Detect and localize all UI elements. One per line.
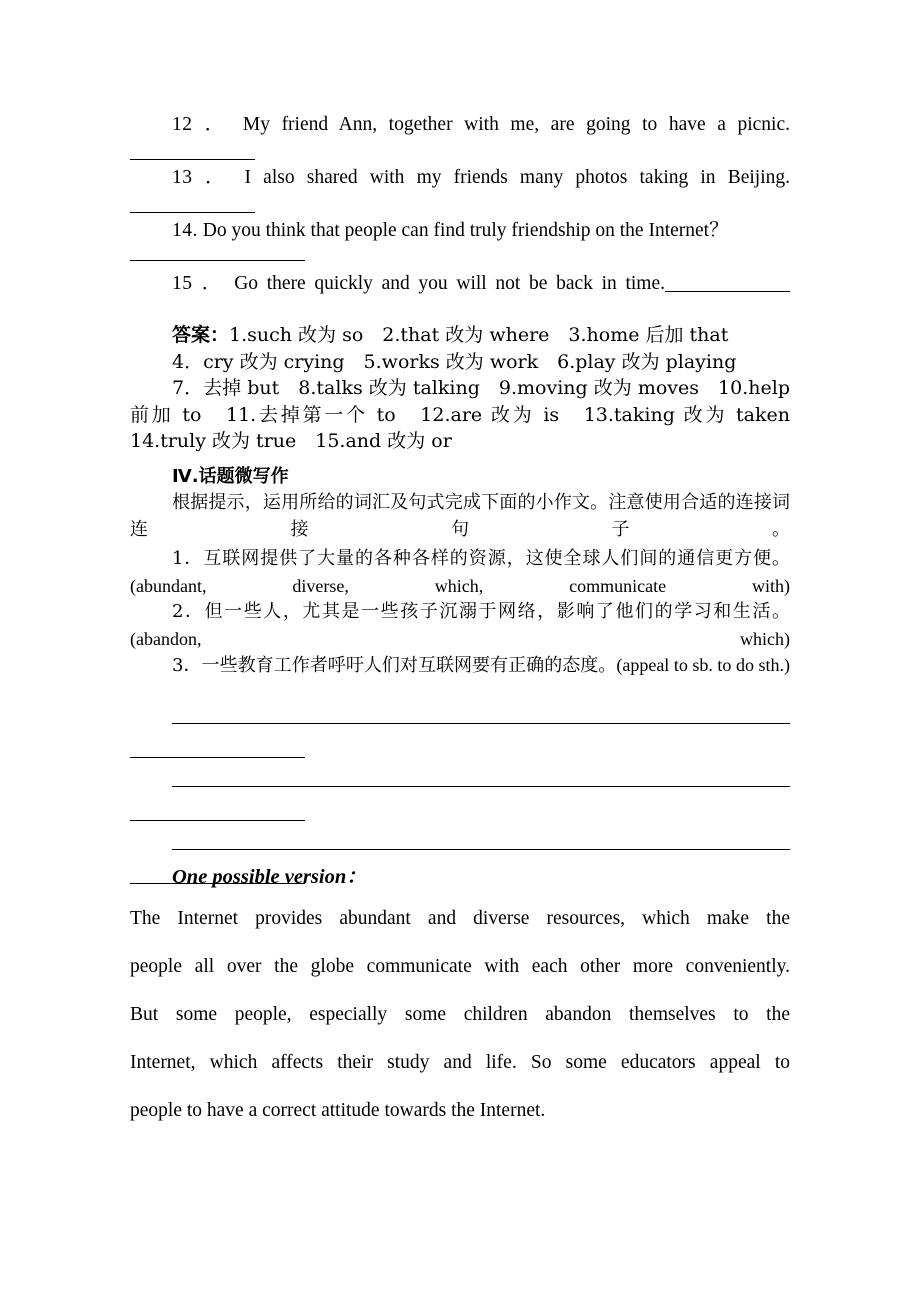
- answer-key-line-3: 7．去掉 but 8.talks 改为 talking 9.moving 改为 moves 10.help 前加 to 11.去掉第一个 to 12.are 改为 is 13.taking 改为 taken: [130, 377, 790, 426]
- item-14-text: [130, 218, 790, 245]
- prompt-1-chinese: 互联网提供了大量的各种各样的资源，这使全球人们间的通信更方便。: [203, 548, 791, 569]
- writing-answer-lines: [130, 723, 790, 884]
- model-composition: [130, 895, 790, 1135]
- answer-write-line-1b[interactable]: [130, 757, 305, 758]
- composition-line-2: people all over the globe communicate with each other more conveniently.: [130, 956, 790, 977]
- item-13-blank[interactable]: [130, 212, 255, 213]
- item-15-blank[interactable]: [665, 291, 790, 292]
- exercise-item-12: [130, 112, 790, 165]
- answer-key-label: 答案：: [172, 324, 230, 346]
- item-12-blank[interactable]: [130, 159, 255, 160]
- model-composition-text: [130, 895, 790, 1135]
- answer-key-line-1: 1.such 改为 so 2.that 改为 where 3.home 后加 that: [229, 324, 729, 346]
- section-heading-block: [130, 464, 790, 491]
- prompt-1-number: 1．: [172, 548, 204, 569]
- prompt-2-hint: (abandon, which): [130, 628, 790, 649]
- item-13-number: 13 ．: [172, 167, 233, 188]
- item-12-sentence: My friend Ann, together with me, are going to have a picnic.: [242, 114, 790, 135]
- writing-prompt-1: [130, 546, 790, 600]
- answer-write-line-2b[interactable]: [130, 820, 305, 821]
- answer-line-2: [130, 349, 790, 376]
- section-instruction: 根据提示，运用所给的词汇及句式完成下面的小作文。注意使用合适的连接词连接句子。: [130, 492, 790, 540]
- item-15-text: [130, 271, 790, 298]
- item-12-number: 12 ．: [172, 114, 232, 135]
- answer-line-3: [130, 375, 790, 428]
- item-13-sentence: I also shared with my friends many photos taking in Beijing.: [244, 167, 790, 188]
- item-14-number: 14.: [172, 220, 198, 241]
- exercise-item-15: [130, 271, 790, 298]
- model-answer-heading-block: [130, 862, 790, 892]
- exercise-item-14: [130, 218, 790, 261]
- composition-line-3: But some people, especially some children abandon themselves to the: [130, 1004, 790, 1025]
- answer-write-line-2a[interactable]: [172, 786, 790, 787]
- exercise-item-13: [130, 165, 790, 218]
- model-answer-heading: One possible version：: [172, 866, 367, 888]
- prompt-2-line: [130, 599, 790, 653]
- prompt-3-chinese: 一些教育工作者呼吁人们对互联网要有正确的态度。: [201, 655, 617, 676]
- item-14-sentence: Do you think that people can find truly friendship on the Internet？: [202, 220, 729, 241]
- item-15-sentence: Go there quickly and you will not be back in time.: [234, 273, 665, 294]
- composition-line-5: people to have a correct attitude towards the Internet.: [130, 1100, 546, 1121]
- section-instruction-block: [130, 490, 790, 543]
- answer-key-line-4: 14.truly 改为 true 15.and 改为 or: [130, 430, 452, 452]
- prompt-3-hint: (appeal to sb. to do sth.): [616, 655, 790, 675]
- section-heading: Ⅳ.话题微写作: [172, 466, 289, 487]
- item-12-text: [130, 112, 790, 165]
- prompt-1-hint: (abundant, diverse, which, communicate with): [130, 575, 790, 596]
- prompt-3-line: [130, 652, 790, 680]
- prompt-2-chinese: 但一些人，尤其是一些孩子沉溺于网络，影响了他们的学习和生活。: [204, 601, 791, 622]
- item-15-number: 15 ．: [172, 273, 226, 294]
- answer-write-line-1a[interactable]: [172, 723, 790, 724]
- answer-key-line-2: 4．cry 改为 crying 5.works 改为 work 6.play 改为 playing: [172, 350, 737, 373]
- answer-line-1: [130, 322, 790, 349]
- item-14-blank[interactable]: [130, 260, 305, 261]
- answer-line-4: [130, 428, 790, 455]
- item-13-text: [130, 165, 790, 218]
- composition-line-1: The Internet provides abundant and diverse resources, which make the: [130, 908, 790, 929]
- document-page: [130, 0, 790, 1302]
- answer-write-line-3a[interactable]: [172, 849, 790, 850]
- answer-key-block: [130, 322, 790, 455]
- composition-line-4: Internet, which affects their study and life. So some educators appeal to: [130, 1052, 790, 1073]
- prompt-1-line: [130, 546, 790, 600]
- prompt-2-number: 2．: [172, 601, 205, 622]
- prompt-3-number: 3．: [172, 655, 202, 676]
- writing-prompt-3: [130, 652, 790, 680]
- writing-prompt-2: [130, 599, 790, 653]
